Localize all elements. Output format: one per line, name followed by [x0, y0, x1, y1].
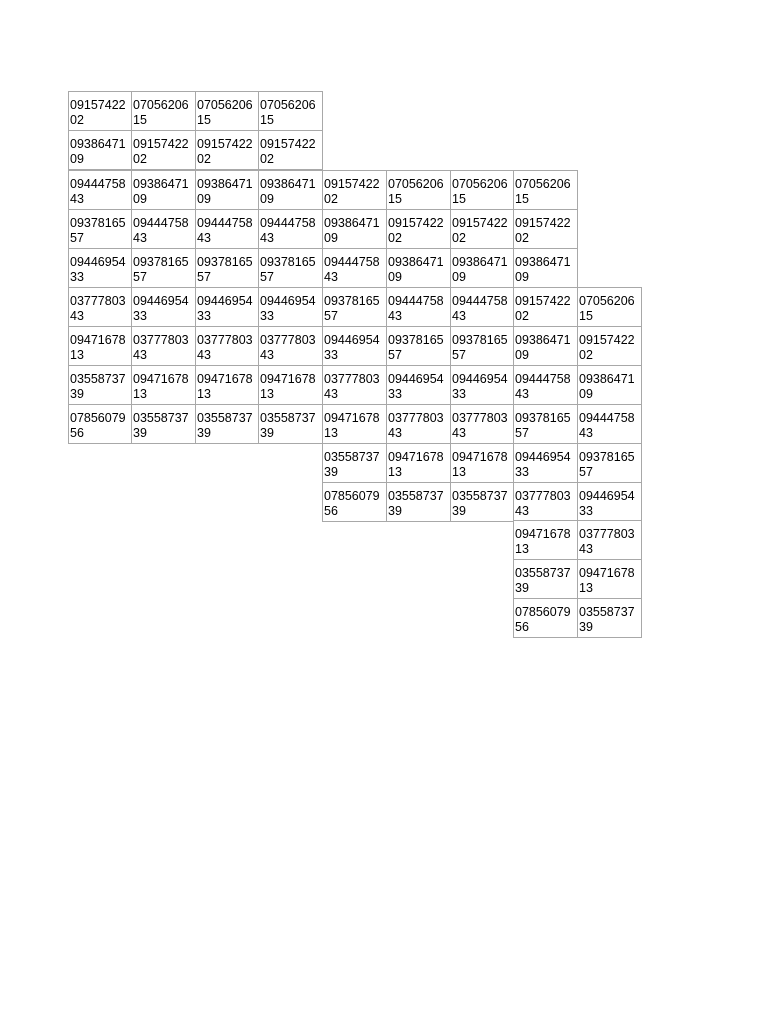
cell-text-line-2: 09 [515, 269, 529, 284]
cell-text-line-1: 03777803 [260, 333, 316, 347]
cell-text-line-1: 09378165 [515, 411, 571, 425]
table-cell [513, 365, 578, 405]
cell-text-line-2: 02 [260, 151, 274, 166]
cell-text-line-1: 09444758 [197, 216, 253, 230]
cell-text-line-1: 09444758 [260, 216, 316, 230]
cell-text-line-1: 03558737 [260, 411, 316, 425]
cell-text-line-1: 09157422 [515, 294, 571, 308]
cell-text-line-1: 09444758 [452, 294, 508, 308]
cell-text-line-1: 09446954 [324, 333, 380, 347]
cell-text-line-1: 03558737 [197, 411, 253, 425]
cell-text-line-1: 09378165 [324, 294, 380, 308]
cell-text-line-1: 09471678 [324, 411, 380, 425]
cell-text-line-2: 02 [133, 151, 147, 166]
cell-text-line-2: 57 [70, 230, 84, 245]
cell-text-line-1: 09157422 [515, 216, 571, 230]
cell-text-line-2: 43 [70, 308, 84, 323]
cell-text-line-1: 09471678 [452, 450, 508, 464]
table-cell [513, 482, 578, 522]
table-cell [577, 520, 642, 560]
table-cell [577, 365, 642, 405]
cell-text-line-1: 09446954 [515, 450, 571, 464]
cell-text-line-1: 03777803 [452, 411, 508, 425]
cell-text-line-2: 33 [452, 386, 466, 401]
table-cell [68, 326, 133, 366]
table-cell [450, 209, 515, 249]
cell-text-line-2: 33 [70, 269, 84, 284]
table-cell [195, 365, 260, 405]
cell-text-line-1: 03777803 [324, 372, 380, 386]
cell-text-line-2: 13 [515, 541, 529, 556]
table-cell [195, 209, 260, 249]
table-cell [450, 443, 515, 483]
cell-text-line-2: 43 [70, 191, 84, 206]
table-cell [322, 326, 387, 366]
table-cell [577, 443, 642, 483]
table-cell [258, 365, 323, 405]
cell-text-line-2: 56 [515, 619, 529, 634]
cell-text-line-2: 02 [515, 230, 529, 245]
cell-text-line-2: 09 [133, 191, 147, 206]
cell-text-line-2: 09 [388, 269, 402, 284]
cell-text-line-2: 43 [133, 347, 147, 362]
cell-text-line-2: 43 [260, 230, 274, 245]
cell-text-line-2: 33 [515, 464, 529, 479]
cell-text-line-2: 02 [515, 308, 529, 323]
cell-text-line-2: 09 [197, 191, 211, 206]
cell-text-line-1: 09157422 [133, 137, 189, 151]
cell-text-line-2: 13 [70, 347, 84, 362]
table-cell [577, 326, 642, 366]
table-cell [131, 365, 196, 405]
cell-text-line-1: 09386471 [579, 372, 635, 386]
cell-text-line-1: 09386471 [388, 255, 444, 269]
table-cell [386, 287, 451, 327]
cell-text-line-1: 07056206 [133, 98, 189, 112]
table-cell [258, 209, 323, 249]
cell-text-line-2: 39 [452, 503, 466, 518]
cell-text-line-1: 03558737 [388, 489, 444, 503]
table-cell [195, 287, 260, 327]
cell-text-line-1: 09386471 [324, 216, 380, 230]
cell-text-line-1: 07056206 [388, 177, 444, 191]
cell-text-line-1: 09471678 [388, 450, 444, 464]
cell-text-line-1: 09471678 [260, 372, 316, 386]
table-cell [513, 170, 578, 210]
cell-text-line-1: 09444758 [515, 372, 571, 386]
cell-text-line-2: 13 [133, 386, 147, 401]
cell-text-line-2: 57 [515, 425, 529, 440]
table-cell [258, 326, 323, 366]
cell-text-line-2: 39 [133, 425, 147, 440]
table-cell [513, 326, 578, 366]
cell-text-line-2: 43 [515, 386, 529, 401]
cell-text-line-2: 02 [70, 112, 84, 127]
cell-text-line-2: 57 [197, 269, 211, 284]
cell-text-line-1: 09446954 [579, 489, 635, 503]
table-cell [322, 170, 387, 210]
cell-text-line-2: 33 [133, 308, 147, 323]
cell-text-line-2: 09 [70, 151, 84, 166]
cell-text-line-1: 09446954 [133, 294, 189, 308]
table-cell [450, 326, 515, 366]
table-cell [513, 248, 578, 288]
cell-text-line-2: 43 [324, 386, 338, 401]
table-cell [386, 365, 451, 405]
cell-text-line-1: 03777803 [197, 333, 253, 347]
table-cell [131, 130, 196, 170]
table-cell [513, 559, 578, 599]
cell-text-line-1: 09386471 [452, 255, 508, 269]
cell-text-line-2: 15 [197, 112, 211, 127]
table-cell [386, 326, 451, 366]
cell-text-line-2: 56 [70, 425, 84, 440]
table-cell [450, 404, 515, 444]
cell-text-line-2: 15 [260, 112, 274, 127]
table-cell [386, 404, 451, 444]
cell-text-line-1: 09386471 [197, 177, 253, 191]
cell-text-line-1: 09444758 [70, 177, 126, 191]
cell-text-line-1: 03777803 [70, 294, 126, 308]
table-cell [386, 170, 451, 210]
cell-text-line-2: 56 [324, 503, 338, 518]
table-cell [386, 248, 451, 288]
cell-text-line-2: 57 [324, 308, 338, 323]
table-cell [513, 287, 578, 327]
table-cell [322, 404, 387, 444]
cell-text-line-1: 09157422 [197, 137, 253, 151]
table-cell [322, 482, 387, 522]
cell-text-line-2: 15 [388, 191, 402, 206]
cell-text-line-1: 09378165 [133, 255, 189, 269]
table-cell [322, 443, 387, 483]
table-cell [68, 365, 133, 405]
cell-text-line-1: 09157422 [70, 98, 126, 112]
table-cell [258, 170, 323, 210]
cell-text-line-2: 57 [260, 269, 274, 284]
cell-text-line-1: 09378165 [260, 255, 316, 269]
cell-text-line-1: 09386471 [515, 333, 571, 347]
cell-text-line-2: 02 [452, 230, 466, 245]
cell-text-line-1: 03558737 [515, 566, 571, 580]
cell-text-line-1: 09378165 [579, 450, 635, 464]
cell-text-line-1: 09444758 [579, 411, 635, 425]
cell-text-line-1: 03777803 [579, 527, 635, 541]
cell-text-line-1: 09446954 [260, 294, 316, 308]
cell-text-line-2: 33 [388, 386, 402, 401]
table-cell [131, 209, 196, 249]
cell-text-line-2: 13 [324, 425, 338, 440]
cell-text-line-1: 09157422 [579, 333, 635, 347]
table-cell [195, 404, 260, 444]
cell-text-line-2: 09 [260, 191, 274, 206]
table-cell [513, 443, 578, 483]
cell-text-line-2: 13 [197, 386, 211, 401]
cell-text-line-1: 09378165 [452, 333, 508, 347]
table-cell [68, 130, 133, 170]
cell-text-line-2: 09 [324, 230, 338, 245]
cell-text-line-2: 09 [579, 386, 593, 401]
table-cell [131, 170, 196, 210]
cell-text-line-2: 39 [197, 425, 211, 440]
cell-text-line-2: 33 [197, 308, 211, 323]
cell-text-line-1: 07056206 [197, 98, 253, 112]
cell-text-line-2: 15 [579, 308, 593, 323]
table-cell [322, 248, 387, 288]
cell-text-line-1: 09446954 [70, 255, 126, 269]
table-cell [131, 326, 196, 366]
cell-text-line-1: 07056206 [260, 98, 316, 112]
cell-text-line-1: 03558737 [133, 411, 189, 425]
table-cell [195, 326, 260, 366]
cell-text-line-1: 09157422 [388, 216, 444, 230]
table-cell [131, 248, 196, 288]
cell-text-line-2: 13 [388, 464, 402, 479]
cell-text-line-1: 07056206 [579, 294, 635, 308]
cell-text-line-1: 03558737 [70, 372, 126, 386]
cell-text-line-2: 43 [579, 541, 593, 556]
table-cell [68, 170, 133, 210]
cell-text-line-2: 13 [579, 580, 593, 595]
cell-text-line-1: 07856079 [324, 489, 380, 503]
cell-text-line-2: 39 [260, 425, 274, 440]
cell-text-line-1: 07856079 [515, 605, 571, 619]
table-cell [258, 287, 323, 327]
table-cell [577, 287, 642, 327]
cell-text-line-1: 09444758 [133, 216, 189, 230]
cell-text-line-2: 33 [260, 308, 274, 323]
table-cell [386, 443, 451, 483]
cell-text-line-2: 43 [324, 269, 338, 284]
table-cell [258, 404, 323, 444]
cell-text-line-2: 09 [452, 269, 466, 284]
cell-text-line-1: 09157422 [324, 177, 380, 191]
table-cell [258, 130, 323, 170]
cell-text-line-1: 09378165 [70, 216, 126, 230]
cell-text-line-2: 43 [452, 308, 466, 323]
cell-text-line-1: 09444758 [388, 294, 444, 308]
cell-text-line-1: 09378165 [388, 333, 444, 347]
cell-text-line-1: 09386471 [70, 137, 126, 151]
cell-text-line-1: 03558737 [452, 489, 508, 503]
cell-text-line-1: 03558737 [579, 605, 635, 619]
table-cell [450, 287, 515, 327]
table-cell [195, 248, 260, 288]
cell-text-line-1: 09471678 [515, 527, 571, 541]
cell-text-line-2: 43 [197, 347, 211, 362]
table-cell [513, 404, 578, 444]
table-cell [577, 404, 642, 444]
table-cell [450, 248, 515, 288]
cell-text-line-2: 09 [515, 347, 529, 362]
cell-text-line-1: 09157422 [452, 216, 508, 230]
table-cell [577, 559, 642, 599]
table-cell [577, 482, 642, 522]
cell-text-line-1: 09446954 [388, 372, 444, 386]
table-cell [68, 287, 133, 327]
cell-text-line-1: 07056206 [452, 177, 508, 191]
table-cell [68, 248, 133, 288]
cell-text-line-2: 43 [260, 347, 274, 362]
table-cell [322, 209, 387, 249]
cell-text-line-1: 07056206 [515, 177, 571, 191]
cell-text-line-2: 15 [133, 112, 147, 127]
cell-text-line-1: 09471678 [70, 333, 126, 347]
cell-text-line-2: 57 [452, 347, 466, 362]
cell-text-line-2: 43 [388, 308, 402, 323]
cell-text-line-2: 15 [452, 191, 466, 206]
cell-text-line-1: 03777803 [388, 411, 444, 425]
cell-text-line-1: 03777803 [133, 333, 189, 347]
cell-text-line-2: 57 [133, 269, 147, 284]
cell-text-line-1: 09386471 [133, 177, 189, 191]
cell-text-line-2: 33 [324, 347, 338, 362]
cell-text-line-2: 39 [388, 503, 402, 518]
cell-text-line-1: 09446954 [452, 372, 508, 386]
cell-text-line-2: 02 [388, 230, 402, 245]
table-cell [195, 130, 260, 170]
cell-text-line-1: 03558737 [324, 450, 380, 464]
table-cell [386, 482, 451, 522]
cell-text-line-2: 39 [579, 619, 593, 634]
cell-text-line-2: 43 [197, 230, 211, 245]
table-cell [386, 209, 451, 249]
cell-text-line-2: 57 [388, 347, 402, 362]
table-cell [513, 209, 578, 249]
cell-text-line-2: 02 [324, 191, 338, 206]
cell-text-line-1: 09378165 [197, 255, 253, 269]
cell-text-line-2: 33 [579, 503, 593, 518]
table-cell [131, 404, 196, 444]
cell-text-line-2: 39 [70, 386, 84, 401]
table-cell [513, 598, 578, 638]
table-cell [513, 520, 578, 560]
cell-text-line-2: 13 [260, 386, 274, 401]
table-cell [195, 91, 260, 131]
cell-text-line-2: 43 [452, 425, 466, 440]
table-cell [577, 598, 642, 638]
table-cell [131, 287, 196, 327]
cell-text-line-1: 09471678 [197, 372, 253, 386]
table-cell [322, 365, 387, 405]
cell-text-line-2: 13 [452, 464, 466, 479]
cell-text-line-1: 09386471 [515, 255, 571, 269]
cell-text-line-2: 57 [579, 464, 593, 479]
cell-text-line-1: 09446954 [197, 294, 253, 308]
table-cell [68, 91, 133, 131]
cell-text-line-2: 15 [515, 191, 529, 206]
cell-text-line-1: 03777803 [515, 489, 571, 503]
cell-text-line-2: 43 [515, 503, 529, 518]
cell-text-line-2: 39 [324, 464, 338, 479]
table-cell [258, 248, 323, 288]
cell-text-line-1: 07856079 [70, 411, 126, 425]
table-cell [68, 209, 133, 249]
cell-text-line-2: 02 [579, 347, 593, 362]
cell-text-line-1: 09157422 [260, 137, 316, 151]
table-cell [131, 91, 196, 131]
table-cell [68, 404, 133, 444]
cell-text-line-2: 43 [133, 230, 147, 245]
table-cell [450, 365, 515, 405]
table-cell [450, 170, 515, 210]
cell-text-line-1: 09386471 [260, 177, 316, 191]
table-cell [322, 287, 387, 327]
cell-text-line-1: 09471678 [133, 372, 189, 386]
cell-text-line-2: 02 [197, 151, 211, 166]
cell-text-line-2: 43 [579, 425, 593, 440]
table-cell [195, 170, 260, 210]
table-cell [450, 482, 515, 522]
cell-text-line-1: 09471678 [579, 566, 635, 580]
cell-text-line-2: 39 [515, 580, 529, 595]
table-cell [258, 91, 323, 131]
cell-text-line-1: 09444758 [324, 255, 380, 269]
cell-text-line-2: 43 [388, 425, 402, 440]
